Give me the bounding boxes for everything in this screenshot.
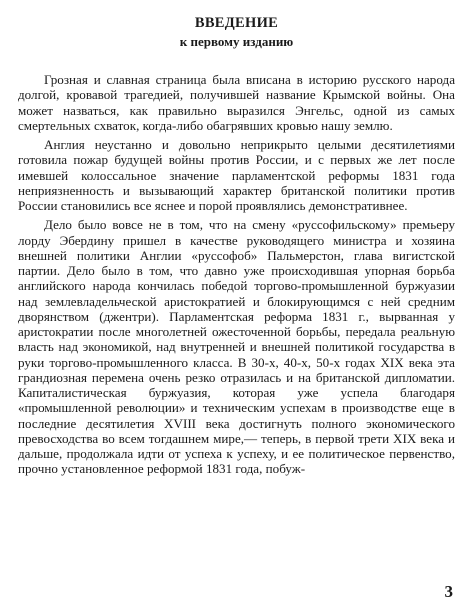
document-page bbox=[18, 14, 455, 477]
paragraph-3: Дело было вовсе не в том, что на смену «руссофильскому» премьеру лорду Эбердину пришел в качестве руководящего министра и хозяина внешней политики Англии «руссофоб» Пальмерстон, глава вигистской партии. Дело было в том, что давно уже происходившая упорная борьба английского народа кончилась победой торгово-промышленной буржуазии над землевладельческой аристократией и блокирующимся с ней средним дворянством (джентри). Парламентская реформа 1831 г., вырванная у аристократии после многолетней ожесточенной борьбы, передала реальную власть над экономикой, над внутренней и внешней политикой государства в руки торгово-промышленного класса. В 30-х, 40-х, 50-х годах XIX века эта грандиозная перемена очень резко отразилась и на британской дипломатии. Капиталистическая буржуазия, которая уже успела благодаря «промышленной революции» и техническим успехам в производстве еще в последние десятилетия XVIII века достигнуть полного экономического превосходства во всем тогдашнем мире,— теперь, в первой трети XIX века и дальше, продолжала идти от успеха к успеху, и ее политическое первенство, прочно установленное реформой 1831 года, побуж- bbox=[18, 217, 455, 477]
paragraph-1: Грозная и славная страница была вписана в историю русского народа долгой, кровавой трагедией, получившей название Крымской войны. Она может назваться, как правильно выразился Энгельс, одной из самых смертельных схваток, когда-либо обагрявших кровью нашу землю. bbox=[18, 72, 455, 133]
section-title: ВВЕДЕНИЕ bbox=[194, 15, 279, 31]
paragraph-2: Англия неустанно и довольно неприкрыто целыми десятилетиями готовила пожар будущей войны против России, и с первых же лет после имевшей колоссальное значение парламентской реформы 1831 года неприязненность и вызывающий характер британской политики против России становились все яснее и порой проявлялись демонстративнее. bbox=[18, 137, 455, 213]
page-number: 3 bbox=[444, 582, 453, 601]
section-subtitle: к первому изданию bbox=[179, 34, 294, 49]
